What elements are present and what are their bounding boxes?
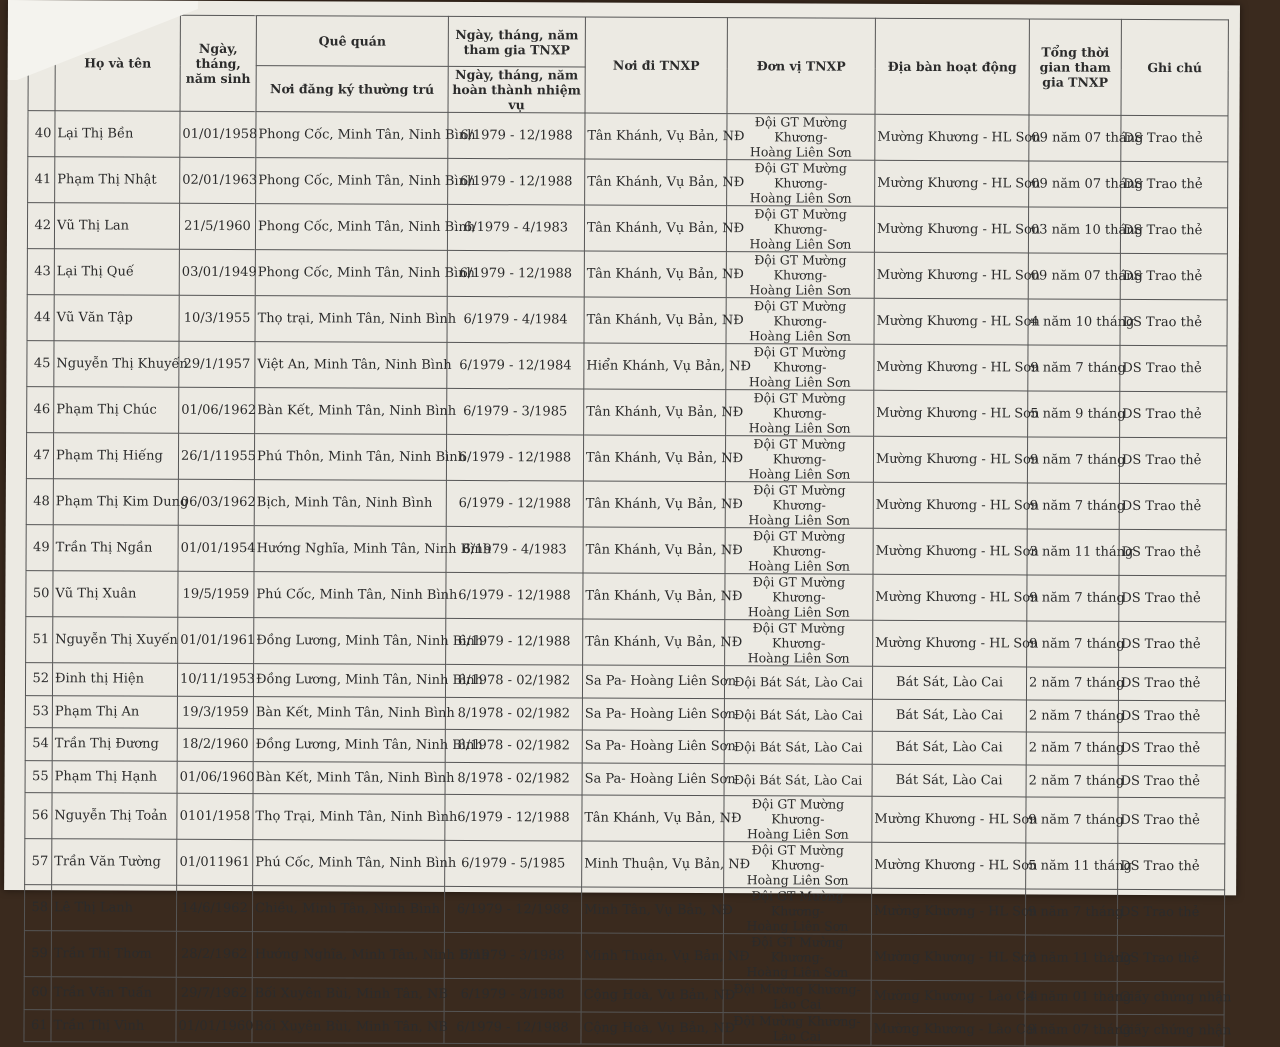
row-place: Minh Thuận, Vụ Bản, NĐ (582, 841, 724, 888)
row-period: 6/1979 - 12/1988 (448, 112, 585, 159)
row-note: DS Trao thẻ (1121, 161, 1228, 207)
row-unit-line1: Đội GT Mường Khương- (752, 574, 846, 605)
row-area: Mường Khương - HL Sơn (874, 390, 1028, 437)
row-name: Lại Thị Quế (54, 249, 179, 296)
row-place: Tân Khánh, Vụ Bản, NĐ (584, 251, 726, 298)
row-total-time: 3 năm 11 tháng (1025, 935, 1117, 981)
row-note: DS Trao thẻ (1119, 437, 1226, 483)
row-note: DS Trao thẻ (1120, 345, 1227, 391)
row-dob: 29/7/1962 (176, 977, 252, 1010)
row-name: Vũ Thị Xuân (53, 571, 178, 618)
row-stt: 48 (26, 479, 53, 525)
row-unit (726, 298, 874, 345)
row-name: Phạm Thị Hạnh (52, 760, 177, 793)
row-dob: 01/06/1962 (179, 387, 255, 433)
row-residence: Phong Cốc, Minh Tân, Ninh Bình (256, 112, 448, 159)
row-stt: 44 (27, 295, 54, 341)
row-place: Tân Khánh, Vụ Bản, NĐ (584, 389, 726, 436)
row-residence: Đồng Lương, Minh Tân, Ninh Bình (253, 729, 445, 762)
table-row (26, 525, 1226, 576)
row-dob: 01/01/1954 (178, 525, 254, 571)
row-area: Mường Khương - HL Sơn (872, 842, 1026, 889)
row-area: Mường Khương - HL Sơn (873, 620, 1027, 667)
row-place: Minh Thuận, Vụ Bản, NĐ (581, 933, 723, 980)
row-stt: 52 (25, 663, 52, 696)
table-row (25, 760, 1225, 798)
row-unit (725, 620, 873, 667)
row-unit-line2: Hoàng Liên Sơn (749, 328, 851, 344)
row-stt: 59 (24, 931, 51, 977)
header-residence: Nơi đăng ký thường trú (256, 66, 448, 113)
row-total-time: 03 năm 10 tháng (1028, 207, 1120, 253)
row-residence: Bối Xuyên Bùi, Minh Tân, NB (252, 978, 444, 1011)
row-unit-line1: Đội GT Mường Khương- (751, 888, 844, 919)
table-row (26, 617, 1226, 668)
row-unit (726, 206, 874, 253)
row-place: Tân Khánh, Vụ Bản, NĐ (583, 527, 725, 574)
row-dob: 01/01/1961 (178, 617, 254, 663)
row-name: Vũ Văn Tập (54, 295, 179, 342)
row-period: 8/1978 - 02/1982 (445, 697, 582, 730)
row-name: Vũ Thị Lan (54, 203, 179, 250)
table-row (26, 433, 1226, 484)
row-unit (725, 528, 873, 575)
row-dob: 01/01/1960 (176, 1010, 252, 1043)
header-finish-date: Ngày, tháng, năm hoàn thành nhiệm vụ (448, 66, 585, 113)
row-area: Mường Khương - Lào Cai (871, 980, 1025, 1013)
row-note: DS Trao thẻ (1120, 207, 1227, 253)
row-period: 8/1978 - 02/1982 (445, 762, 582, 795)
row-total-time: 9 năm 7 tháng (1026, 797, 1118, 843)
row-unit (724, 666, 872, 699)
table-row (26, 571, 1226, 622)
row-unit-line1: Đội Mường Khương- (733, 1013, 861, 1029)
row-name: Nguyễn Thị Xuyến (53, 617, 178, 664)
table-row (27, 203, 1227, 254)
table-row (28, 157, 1228, 208)
row-area: Mường Khương - HL Sơn (872, 796, 1026, 843)
row-note: DS Trao thẻ (1118, 765, 1225, 798)
row-total-time: 9 năm 7 tháng (1027, 437, 1119, 483)
row-residence: Bàn Kết, Minh Tân, Ninh Bình (253, 696, 445, 729)
row-name: Lê Thị Lanh (51, 885, 176, 932)
row-unit-line2: Hoàng Liên Sơn (748, 420, 851, 436)
row-unit-line1: Đội GT Mường Khương- (753, 390, 846, 421)
row-period: 8/1978 - 02/1982 (445, 664, 582, 697)
row-unit (724, 731, 872, 764)
row-unit (724, 796, 872, 843)
row-name: Đinh thị Hiện (52, 663, 177, 696)
row-stt: 46 (27, 387, 54, 433)
row-dob: 18/2/1960 (177, 728, 253, 761)
row-note: DS Trao thẻ (1117, 935, 1224, 981)
row-area: Mường Khương - HL Sơn (875, 160, 1029, 207)
row-name: Trần Thị Đương (52, 728, 177, 761)
row-note: DS Trao thẻ (1120, 299, 1227, 345)
row-area: Mường Khương - HL Sơn (874, 298, 1028, 345)
row-stt: 50 (26, 571, 53, 617)
row-total-time: 9 năm 7 tháng (1027, 483, 1119, 529)
row-total-time: 9 năm 7 tháng (1028, 345, 1120, 391)
row-unit-line1: Đội GT Mường Khương- (753, 436, 846, 467)
row-period: 6/1979 - 12/1988 (446, 572, 583, 619)
header-total-time: Tổng thời gian tham gia TNXP (1029, 19, 1121, 115)
row-residence: Thọ trại, Minh Tân, Ninh Bình (255, 296, 447, 343)
row-unit-line2: Hoàng Liên Sơn (746, 964, 849, 980)
row-unit (725, 482, 873, 529)
row-note: DS Trao thẻ (1120, 391, 1227, 437)
row-period: 6/1979 - 5/1985 (445, 840, 582, 887)
table-row (27, 295, 1227, 346)
row-period: 6/1979 - 12/1988 (444, 886, 581, 933)
row-residence: Đồng Lương, Minh Tân, Ninh Bình (254, 618, 446, 665)
row-area: Mường Khương - HL Sơn (871, 888, 1025, 935)
row-place: Sa Pa- Hoàng Liên Sơn (582, 665, 724, 698)
row-name: Nguyễn Thị Toản (52, 793, 177, 840)
row-total-time: 2 năm 7 tháng (1026, 699, 1118, 732)
row-period: 6/1979 - 4/1984 (447, 296, 584, 343)
row-unit-line1: Đội GT Mường Khương- (754, 206, 847, 237)
table-body (24, 111, 1232, 1047)
table-row (25, 695, 1225, 733)
row-period: 6/1979 - 3/1988 (444, 978, 581, 1011)
row-residence: Phong Cốc, Minh Tân, Ninh Bình (255, 250, 447, 297)
row-area: Mường Khương - HL Sơn (874, 344, 1028, 391)
row-residence: Phong Cốc, Minh Tân, Ninh Bình (255, 204, 447, 251)
row-area: Bát Sát, Lào Cai (872, 699, 1026, 732)
row-area: Bát Sát, Lào Cai (872, 666, 1026, 699)
row-place: Tân Khánh, Vụ Bản, NĐ (582, 795, 724, 842)
row-residence: Đồng Lương, Minh Tân, Ninh Bình (253, 664, 445, 697)
row-area: Mường Khương - HL Sơn (873, 574, 1027, 621)
row-unit-line1: Đội GT Mường Khương- (754, 160, 847, 191)
row-dob: 21/5/1960 (179, 203, 255, 249)
row-dob: 10/3/1955 (179, 295, 255, 341)
row-note: DS Trao thẻ (1118, 797, 1225, 843)
row-place: Sa Pa- Hoàng Liên Sơn (582, 730, 724, 763)
row-period: 6/1979 - 12/1988 (446, 480, 583, 527)
row-dob: 03/01/1949 (179, 249, 255, 295)
row-unit (726, 390, 874, 437)
header-place: Nơi đi TNXP (585, 17, 727, 114)
table-row (24, 885, 1224, 936)
row-unit-line2: Hoàng Liên Sơn (749, 236, 852, 252)
row-name: Trần Thị Thơm (51, 931, 176, 978)
row-dob: 29/1/1957 (179, 341, 255, 387)
row-area: Mường Khương - Lào Cai (871, 1013, 1025, 1046)
row-residence: Hướng Nghĩa, Minh Tân, Ninh Bình (252, 932, 444, 979)
row-unit-line1: Đội GT Mường Khương- (751, 796, 845, 827)
row-unit-line2: Hoàng Liên Sơn (748, 512, 851, 528)
table-row (27, 341, 1227, 392)
row-dob: 26/1/11955 (178, 433, 254, 479)
row-unit-line1: Đội Bát Sát, Lào Cai (734, 674, 863, 690)
row-place: Sa Pa- Hoàng Liên Sơn (582, 698, 724, 731)
row-total-time: 2 năm 7 tháng (1026, 667, 1118, 700)
row-place: Cộng Hoà, Vụ Bản, NĐ (581, 1012, 723, 1045)
row-dob: 01/06/1960 (177, 761, 253, 794)
row-stt: 57 (25, 839, 52, 885)
table-row (24, 977, 1224, 1015)
row-unit-line2: Hoàng Liên Sơn (748, 466, 851, 482)
row-total-time: 2 năm 7 tháng (1026, 764, 1118, 797)
table-row (24, 931, 1224, 982)
row-dob: 01/01/1958 (180, 111, 256, 157)
row-period: 6/1979 - 12/1988 (448, 158, 585, 205)
row-note: Giấy chứng nhận (1117, 981, 1224, 1014)
row-place: Cộng Hoà, Vụ Bản, NĐ (581, 979, 723, 1012)
row-unit (723, 980, 871, 1013)
row-unit-line2: Lào Cai (772, 1028, 822, 1044)
row-dob: 19/5/1959 (178, 571, 254, 617)
row-dob: 10/11/1953 (177, 663, 253, 696)
row-name: Phạm Thị Nhật (55, 157, 180, 204)
row-total-time: 4 năm 10 tháng (1028, 299, 1120, 345)
row-unit-line2: Lào Cai (772, 996, 822, 1012)
row-unit-line2: Hoàng Liên Sơn (746, 826, 849, 842)
row-note: DS Trao thẻ (1117, 889, 1224, 935)
row-name: Trần Văn Tường (52, 839, 177, 886)
row-place: Tân Khánh, Vụ Bản, NĐ (583, 573, 725, 620)
row-note: DS Trao thẻ (1120, 253, 1227, 299)
row-unit-line2: Hoàng Liên Sơn (749, 190, 852, 206)
row-name: Phạm Thị Kim Dung (53, 479, 178, 526)
row-unit-line2: Hoàng Liên Sơn (748, 374, 851, 390)
row-place: Minh Tân, Vụ Bản, NĐ (581, 887, 723, 934)
row-unit (724, 698, 872, 731)
row-name: Lại Thị Bền (55, 111, 180, 158)
row-total-time: 09 năm 07 tháng (1029, 161, 1121, 207)
row-unit (727, 160, 875, 207)
row-stt: 42 (27, 203, 54, 249)
table-row (28, 111, 1228, 162)
row-unit-line1: Đội GT Mường Khương- (752, 528, 846, 559)
row-total-time: 09 năm 07 tháng (1028, 253, 1120, 299)
row-residence: Bịch, Minh Tân, Ninh Bình (254, 480, 446, 527)
header-note: Ghi chú (1121, 19, 1228, 115)
row-stt: 49 (26, 525, 53, 571)
row-unit (727, 114, 875, 161)
row-total-time: 3 năm 11 tháng (1027, 529, 1119, 575)
row-period: 6/1979 - 12/1984 (447, 342, 584, 389)
row-note: DS Trao thẻ (1118, 667, 1225, 700)
row-name: Trần Văn Tuấn (51, 977, 176, 1010)
table-row (25, 793, 1225, 844)
row-residence: Việt An, Minh Tân, Ninh Bình (255, 342, 447, 389)
row-residence: Bàn Kết, Minh Tân, Ninh Bình (255, 388, 447, 435)
row-place: Tân Khánh, Vụ Bản, NĐ (583, 619, 725, 666)
row-unit (723, 888, 871, 935)
row-area: Mường Khương - HL Sơn (873, 436, 1027, 483)
row-note: DS Trao thẻ (1121, 115, 1228, 161)
table-row (27, 249, 1227, 300)
row-dob: 28/2/1962 (176, 931, 252, 977)
row-unit (725, 436, 873, 483)
row-note: DS Trao thẻ (1119, 621, 1226, 667)
row-area: Mường Khương - HL Sơn (874, 252, 1028, 299)
row-area: Mường Khương - HL Sơn (873, 528, 1027, 575)
row-stt: 60 (24, 977, 51, 1010)
row-total-time: 5 năm 11 tháng (1026, 843, 1118, 889)
row-area: Mường Khương - HL Sơn (873, 482, 1027, 529)
row-total-time: 9 năm 07 tháng (1025, 1013, 1117, 1046)
row-unit-line1: Đội Mường Khương- (733, 980, 861, 997)
row-note: DS Trao thẻ (1118, 843, 1225, 889)
row-note: Giấy chứng nhận (1117, 1014, 1224, 1047)
row-period: 6/1979 - 3/1985 (447, 388, 584, 435)
row-unit-line2: Hoàng Liên Sơn (749, 282, 852, 298)
row-note: DS Trao thẻ (1119, 483, 1226, 529)
table-row (26, 479, 1226, 530)
document-page (4, 0, 1240, 1044)
row-area: Mường Khương - HL Sơn (871, 934, 1025, 981)
row-total-time: 4 năm 01 tháng (1025, 981, 1117, 1014)
row-period: 6/1979 - 12/1988 (444, 1011, 581, 1044)
row-dob: 06/03/1962 (178, 479, 254, 525)
row-name: Trần Thị Vinh (51, 1009, 176, 1042)
table-row (25, 663, 1225, 701)
row-unit-line1: Đội GT Mường Khương- (751, 934, 844, 965)
row-unit-line1: Đội GT Mường Khương- (753, 298, 847, 329)
table-row (24, 1009, 1224, 1047)
row-stt: 55 (25, 760, 52, 793)
table-row (27, 387, 1227, 438)
row-residence: Hướng Nghĩa, Minh Tân, Ninh Bình (254, 526, 446, 573)
row-dob: 0101/1958 (177, 793, 253, 839)
row-total-time: 09 năm 07 tháng (1029, 115, 1121, 161)
row-note: DS Trao thẻ (1118, 732, 1225, 765)
row-note: DS Trao thẻ (1119, 529, 1226, 575)
header-dob: Ngày, tháng, năm sinh (180, 15, 256, 111)
row-unit (726, 252, 874, 299)
row-unit-line2: Hoàng Liên Sơn (746, 872, 849, 888)
row-stt: 45 (27, 341, 54, 387)
row-name: Phạm Thị An (52, 695, 177, 728)
row-residence: Phú Cốc, Minh Tân, Ninh Bình (254, 572, 446, 619)
row-note: DS Trao thẻ (1119, 575, 1226, 621)
row-stt: 61 (24, 1009, 51, 1042)
row-period: 6/1979 - 3/1988 (444, 932, 581, 979)
row-total-time: 2 năm 7 tháng (1026, 732, 1118, 765)
row-total-time: 5 năm 9 tháng (1028, 391, 1120, 437)
row-name: Trần Thị Ngần (53, 525, 178, 572)
row-residence: Chiều, Minh Tân, Ninh Bình (252, 886, 444, 933)
row-unit (723, 1012, 871, 1045)
row-dob: 02/01/1963 (180, 157, 256, 203)
row-area: Bát Sát, Lào Cai (872, 764, 1026, 797)
row-unit-line2: Hoàng Liên Sơn (747, 604, 850, 620)
row-unit-line1: Đội Bát Sát, Lào Cai (733, 771, 863, 788)
row-period: 6/1979 - 12/1988 (446, 618, 583, 665)
row-unit-line2: Hoàng Liên Sơn (746, 918, 849, 934)
row-stt: 40 (28, 111, 55, 157)
row-stt: 43 (27, 249, 54, 295)
row-unit-line1: Đội GT Mường Khương- (752, 620, 845, 651)
row-name: Phạm Thị Chúc (54, 387, 179, 434)
tnxp-members-table (23, 14, 1232, 1047)
row-unit-line2: Hoàng Liên Sơn (747, 650, 850, 666)
row-unit-line1: Đội Bát Sát, Lào Cai (734, 706, 863, 723)
row-dob: 14/6/1962 (176, 885, 252, 931)
row-period: 6/1979 - 4/1983 (446, 526, 583, 573)
row-stt: 51 (26, 617, 53, 663)
row-dob: 01/011961 (177, 839, 253, 885)
row-period: 6/1979 - 12/1988 (445, 794, 582, 841)
row-unit-line1: Đội GT Mường Khương- (754, 114, 848, 145)
row-unit-line1: Đội Bát Sát, Lào Cai (733, 739, 863, 755)
row-unit (724, 763, 872, 796)
row-unit-line1: Đội GT Mường Khương- (751, 842, 844, 873)
row-stt: 54 (25, 728, 52, 761)
row-unit-line2: Hoàng Liên Sơn (748, 558, 850, 574)
row-unit-line1: Đội GT Mường Khương- (753, 482, 846, 513)
header-name: Họ và tên (55, 15, 180, 112)
row-place: Tân Khánh, Vụ Bản, NĐ (583, 435, 725, 482)
header-area: Địa bàn hoạt động (875, 18, 1029, 115)
row-area: Mường Khương - HL Sơn (874, 206, 1028, 253)
row-dob: 19/3/1959 (177, 696, 253, 729)
table-row (25, 839, 1225, 890)
row-unit-line1: Đội GT Mường Khương- (753, 344, 847, 375)
row-residence: Bàn Kết, Minh Tân, Ninh Bình (253, 761, 445, 794)
row-unit (725, 574, 873, 621)
row-residence: Phú Cốc, Minh Tân, Ninh Bình (253, 840, 445, 887)
row-total-time: 9 năm 7 tháng (1027, 575, 1119, 621)
row-period: 6/1979 - 4/1983 (447, 204, 584, 251)
row-unit-line1: Đội GT Mường Khương- (754, 252, 847, 283)
row-place: Tân Khánh, Vụ Bản, NĐ (584, 297, 726, 344)
row-unit-line2: Hoàng Liên Sơn (749, 144, 852, 160)
row-place: Tân Khánh, Vụ Bản, NĐ (585, 159, 727, 206)
row-name: Phạm Thị Hiếng (53, 433, 178, 480)
row-area: Bát Sát, Lào Cai (872, 731, 1026, 764)
header-join-date: Ngày, tháng, năm tham gia TNXP (448, 16, 585, 67)
row-residence: Phong Cốc, Minh Tân, Ninh Bình (256, 158, 448, 205)
row-area: Mường Khương - HL Sơn (875, 114, 1029, 161)
table-row (25, 728, 1225, 766)
row-stt: 58 (24, 885, 51, 931)
row-note: DS Trao thẻ (1118, 700, 1225, 733)
row-stt: 41 (28, 157, 55, 203)
row-name: Nguyễn Thị Khuyến (54, 341, 179, 388)
row-place: Sa Pa- Hoàng Liên Sơn (582, 763, 724, 796)
row-place: Tân Khánh, Vụ Bản, NĐ (585, 113, 727, 160)
header-hometown: Quê quán (256, 16, 448, 67)
header-unit: Đơn vị TNXP (727, 18, 875, 115)
row-stt: 47 (26, 433, 53, 479)
row-stt: 53 (25, 695, 52, 728)
row-period: 8/1978 - 02/1982 (445, 729, 582, 762)
row-residence: Thọ Trại, Minh Tân, Ninh Bình (253, 794, 445, 841)
row-place: Tân Khánh, Vụ Bản, NĐ (584, 205, 726, 252)
row-residence: Phú Thôn, Minh Tân, Ninh Bình (254, 434, 446, 481)
row-period: 6/1979 - 12/1988 (446, 434, 583, 481)
row-total-time: 9 năm 7 tháng (1025, 889, 1117, 935)
row-residence: Bối Xuyên Bùi, Minh Tân, NB (252, 1010, 444, 1043)
row-total-time: 9 năm 7 tháng (1027, 621, 1119, 667)
row-place: Hiển Khánh, Vụ Bản, NĐ (584, 343, 726, 390)
table-header (28, 15, 1228, 116)
row-period: 6/1979 - 12/1988 (447, 250, 584, 297)
row-stt: 56 (25, 793, 52, 839)
row-place: Tân Khánh, Vụ Bản, NĐ (583, 481, 725, 528)
